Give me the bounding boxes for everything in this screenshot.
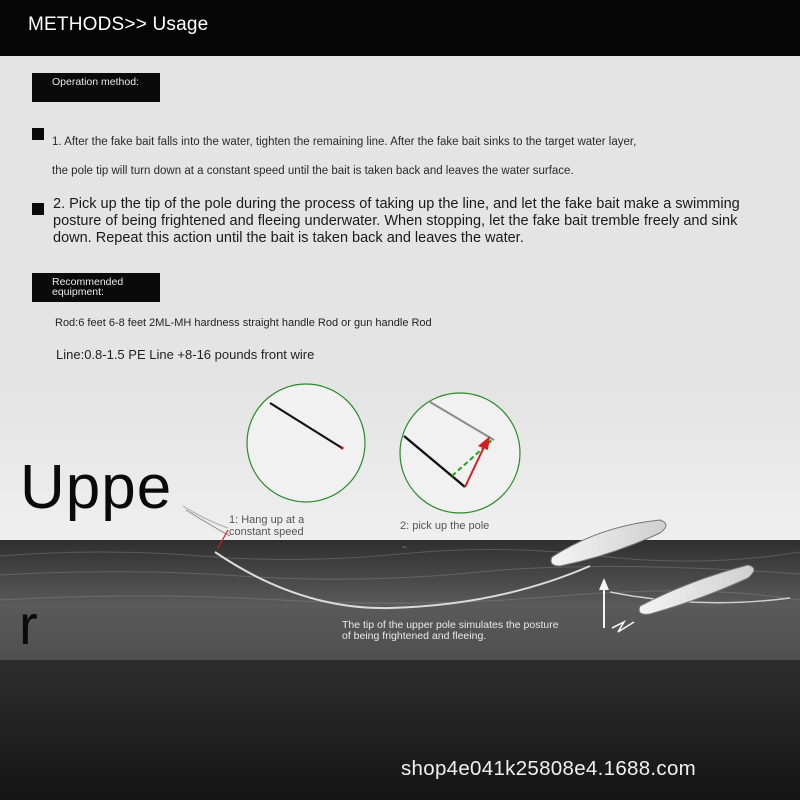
step1-line2: the pole tip will turn down at a constant speed until the bait is taken back and leaves the water surface. [52,165,574,177]
svg-text:~: ~ [402,543,407,552]
upper-label: Uppe [20,453,173,522]
step2-text: 2. Pick up the tip of the pole during the process of taking up the line, and let the fake bait make a swimming posture of being frightened and fleeing underwater. When stopping, let the fake bait tremble freely and sink down. Repeat this action until the bait is taken back and leaves the water. [53,196,740,246]
upper-label-tail: r [19,593,38,656]
pick-up-note: 2: pick up the pole [400,520,490,532]
rod-spec: Rod:6 feet 6-8 feet 2ML-MH hardness straight handle Rod or gun handle Rod [55,317,432,329]
pole-tip-note: The tip of the upper pole simulates the posture of being frightened and fleeing. [342,619,559,642]
line-spec: Line:0.8-1.5 PE Line +8-16 pounds front wire [56,347,315,362]
step1-line1: 1. After the fake bait falls into the water, tighten the remaining line. After the fake bait sinks to the target water layer, [52,136,637,148]
operation-method-label: Operation method: [32,73,160,102]
hang-up-note: 1: Hang up at a constant speed [229,514,305,538]
shop-url: shop4e041k25808e4.1688.com [401,757,697,780]
recommended-equipment-label: Recommended equipment: [32,273,160,302]
hang-detail-circle [247,384,365,502]
pick-detail-circle [400,393,520,513]
header-title: METHODS>> Usage [28,14,209,35]
